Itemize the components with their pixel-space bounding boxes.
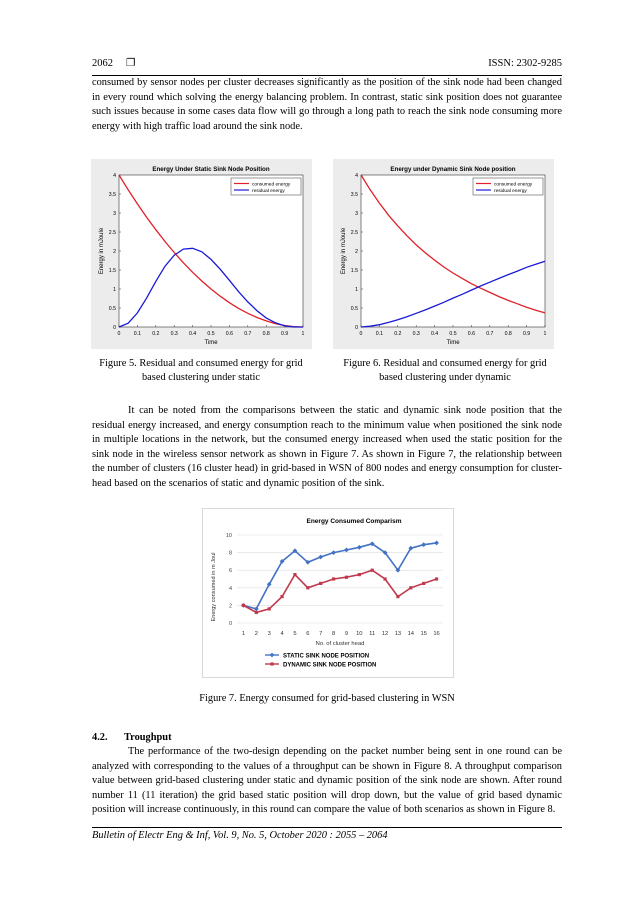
data-point [422, 582, 425, 585]
data-point [371, 569, 374, 572]
x-axis-label: Time [204, 340, 218, 346]
y-tick-label: 0 [113, 325, 116, 331]
x-tick-label: 0.2 [152, 331, 160, 337]
y-tick-label: 3 [355, 211, 358, 217]
plot-area [119, 175, 303, 327]
data-point [242, 604, 245, 607]
y-tick-label: 2.5 [350, 230, 358, 236]
x-tick-label: 3 [267, 631, 271, 637]
y-tick-label: 0 [355, 325, 358, 331]
section-number: 4.2. [92, 732, 108, 743]
y-tick-label: 8 [228, 550, 232, 557]
x-tick-label: 15 [420, 631, 427, 637]
legend-label: consumed energy [252, 182, 291, 188]
x-axis-label: No. of cluster head [315, 641, 365, 647]
x-tick-label: 7 [319, 631, 323, 637]
y-tick-label: 4 [228, 585, 232, 592]
section-heading [92, 732, 172, 743]
x-tick-label: 0.9 [280, 331, 289, 337]
x-tick-label: 0.5 [207, 331, 215, 337]
x-tick-label: 0.1 [375, 331, 384, 337]
paragraph-3: The performance of the two-design depending on the packet number being sent in one round can be analyzed with corresponding to the values of a throughput can be shown in Figure 8. A throughput comparison value between grid-based clustering under static and dynamic position of the sink node are shown. After round number 11 (11 iteration) the grid based static position will drop down, but the value of grid based dynamic position will increase continuously, in this round can compare the value of both scenarios as shown in Figure 8. [92, 746, 562, 816]
y-tick-label: 2.5 [108, 230, 116, 236]
x-tick-label: 0.9 [522, 331, 531, 337]
y-tick-label: 4 [355, 173, 358, 179]
footer-rule [92, 827, 562, 828]
x-tick-label: 0.6 [467, 331, 476, 337]
figure-7-chart [203, 509, 453, 677]
legend-label: consumed energy [494, 182, 533, 188]
legend-label: DYNAMIC SINK NODE POSITION [283, 662, 377, 669]
y-axis-label: Energy consumed in m Joul [211, 552, 217, 622]
x-tick-label: 0.3 [412, 331, 420, 337]
data-point [434, 541, 439, 546]
x-tick-label: 0 [117, 331, 121, 337]
data-point [435, 577, 438, 580]
y-tick-label: 0 [228, 621, 232, 627]
x-tick-label: 5 [293, 631, 297, 637]
y-tick-label: 2 [228, 603, 232, 610]
x-tick-label: 14 [407, 631, 415, 637]
x-tick-label: 1 [543, 331, 547, 337]
y-axis-label: Energy in mJoule [99, 227, 105, 275]
data-point [268, 607, 271, 610]
x-tick-label: 16 [433, 631, 440, 637]
data-point [332, 577, 335, 580]
data-point [306, 586, 309, 589]
x-tick-label: 8 [331, 631, 336, 637]
y-tick-label: 1 [113, 287, 116, 293]
y-tick-label: 4 [113, 173, 116, 179]
data-point [357, 545, 362, 550]
x-tick-label: 2 [254, 631, 258, 637]
x-tick-label: 0.3 [170, 331, 178, 337]
figure-7-caption: Figure 7. Energy consumed for grid-based clustering in WSN [199, 693, 455, 704]
data-point [409, 586, 412, 589]
x-tick-label: 12 [381, 631, 389, 637]
x-tick-label: 0.2 [394, 331, 402, 337]
data-point [344, 548, 349, 553]
data-point [318, 555, 323, 560]
paragraph-2: It can be noted from the comparisons between the static and dynamic sink node position that the residual energy increased, and energy consumption reach to the minimum value when positioned the sink node in multiple locations in the network, but the consumed energy increased when used the static position for the sink node in the wireless sensor network as shown in Figure 7. As shown in Figure 7, the relationship between the number of clusters (16 cluster head) in grid-based in WSN of 800 nodes and energy consumption for cluster-head based on the scenarios of static and dynamic position of the sink. [92, 405, 562, 489]
box-icon: ❐ [126, 58, 136, 69]
data-point [345, 576, 348, 579]
x-tick-label: 0.4 [188, 331, 197, 337]
paragraph-1: consumed by sensor nodes per cluster decreases significantly as the position of the sink node had been changed in every round which solving the energy balancing problem. In contrast, static sink position does not guarantee such issues because in some cases data flow will go through a long path to reach the sink node consuming more energy with high traffic load around the sink node. [92, 77, 562, 132]
legend-label: residual energy [494, 188, 527, 194]
x-tick-label: 4 [280, 631, 284, 637]
data-point [331, 550, 336, 555]
data-point [358, 573, 361, 576]
page-footer: Bulletin of Electr Eng & Inf, Vol. 9, No. 5, October 2020 : 2055 – 2064 [92, 830, 388, 841]
legend-label: residual energy [252, 188, 285, 194]
y-tick-label: 3.5 [108, 192, 116, 198]
x-tick-label: 0.5 [449, 331, 457, 337]
data-point [319, 582, 322, 585]
issn: ISSN: 2302-9285 [488, 58, 562, 69]
y-tick-label: 6 [228, 568, 232, 575]
x-tick-label: 13 [394, 631, 402, 637]
x-tick-label: 0.6 [225, 331, 234, 337]
x-tick-label: 11 [369, 631, 376, 637]
x-tick-label: 0.8 [504, 331, 512, 337]
x-tick-label: 0.7 [244, 331, 252, 337]
x-tick-label: 0.7 [486, 331, 494, 337]
legend-marker [270, 653, 275, 658]
x-tick-label: 0 [359, 331, 363, 337]
y-tick-label: 1 [355, 287, 358, 293]
page-number: 2062 [92, 58, 113, 69]
figure-5-chart [91, 159, 312, 349]
x-tick-label: 10 [356, 631, 363, 637]
x-tick-label: 1 [241, 631, 246, 637]
legend-label: STATIC SINK NODE POSITION [283, 653, 370, 660]
y-tick-label: 3.5 [350, 192, 358, 198]
figure-5-caption: Figure 5. Residual and consumed energy for grid based clustering under static [99, 358, 303, 383]
figure-6-caption: Figure 6. Residual and consumed energy for grid based clustering under dynamic [343, 358, 547, 383]
x-tick-label: 0.1 [133, 331, 142, 337]
y-tick-label: 0.5 [108, 306, 116, 312]
series-line-2 [243, 570, 436, 612]
data-point [396, 595, 399, 598]
y-tick-label: 0.5 [350, 306, 358, 312]
y-tick-label: 3 [113, 211, 116, 217]
y-axis-label: Energy in mJoule [341, 227, 347, 275]
x-tick-label: 6 [306, 631, 310, 637]
data-point [293, 573, 296, 576]
x-axis-label: Time [446, 340, 460, 346]
chart-title: Energy under Dynamic Sink Node position [390, 166, 516, 173]
figure-6-chart [333, 159, 554, 349]
data-point [383, 577, 386, 580]
chart-title: Energy Consumed Comparism [306, 518, 402, 525]
x-tick-label: 0.8 [262, 331, 270, 337]
legend-marker [270, 662, 273, 665]
y-tick-label: 1.5 [350, 268, 358, 274]
y-tick-label: 2 [355, 249, 358, 255]
data-point [255, 611, 258, 614]
x-tick-label: 1 [301, 331, 305, 337]
y-tick-label: 10 [225, 533, 232, 539]
figure-6 [333, 159, 554, 349]
x-tick-label: 0.4 [430, 331, 439, 337]
x-tick-label: 9 [344, 631, 349, 637]
data-point [421, 542, 426, 547]
section-title: Troughput [124, 732, 172, 743]
figure-7 [202, 508, 454, 678]
data-point [280, 595, 283, 598]
y-tick-label: 2 [113, 249, 116, 255]
figure-5 [91, 159, 312, 349]
y-tick-label: 1.5 [108, 268, 116, 274]
chart-title: Energy Under Static Sink Node Position [152, 166, 270, 173]
